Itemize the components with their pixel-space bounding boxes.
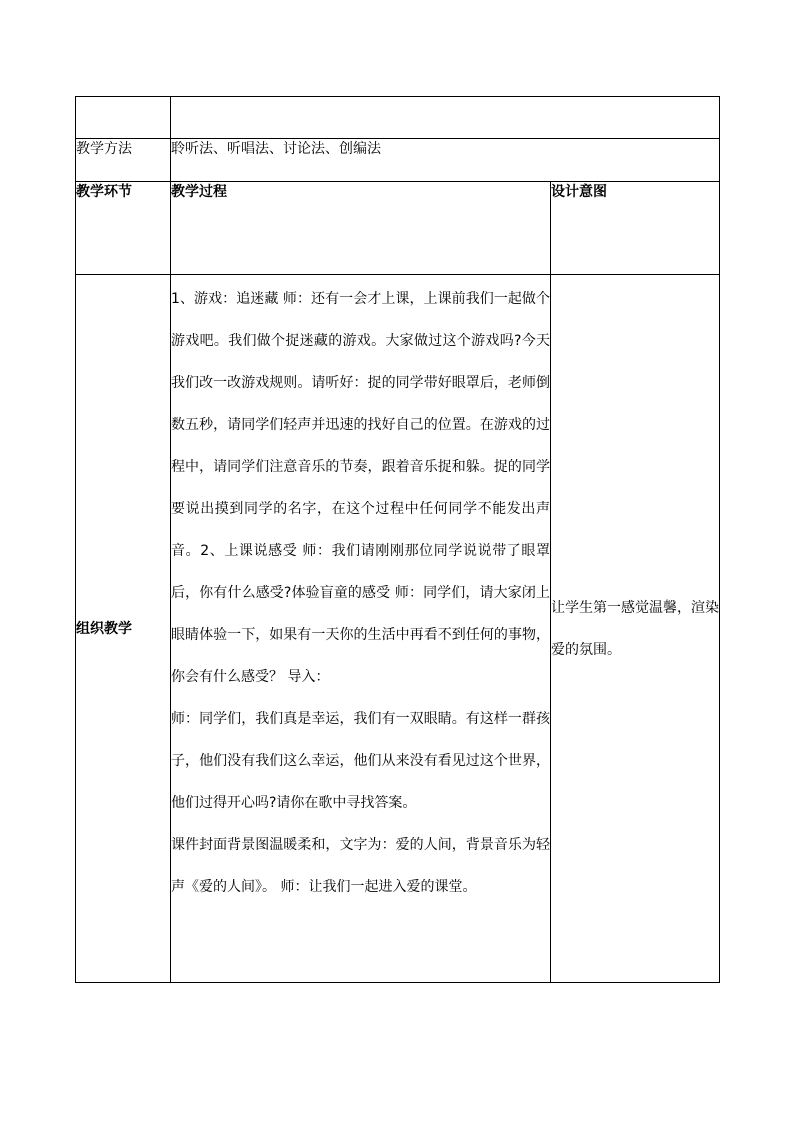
method-value: 聆听法、听唱法、讨论法、创编法 xyxy=(171,139,720,182)
header-stage: 教学环节 xyxy=(76,182,171,275)
header-intent: 设计意图 xyxy=(551,182,720,275)
process-paragraph: 课件封面背景图温暖柔和，文字为：爱的人间，背景音乐为轻声《爱的人间》。 师：让我们一起进入爱的课堂。 xyxy=(171,837,550,895)
intent-text: 让学生第一感觉温馨，渲染爱的氛围。 xyxy=(551,599,719,658)
table-row-method xyxy=(76,139,720,182)
lesson-plan-table xyxy=(75,96,720,983)
blank-cell-right xyxy=(171,97,720,139)
blank-cell-left xyxy=(76,97,171,139)
method-label: 教学方法 xyxy=(76,139,171,182)
stage-cell: 组织教学 xyxy=(76,275,171,983)
header-process: 教学过程 xyxy=(171,182,551,275)
process-cell xyxy=(171,275,551,983)
process-paragraph: 1、游戏：追迷藏 师：还有一会才上课，上课前我们一起做个游戏吧。我们做个捉迷藏的游戏。大家做过这个游戏吗?今天我们改一改游戏规则。请听好：捉的同学带好眼罩后，老师倒数五秒，请同学们轻声并迅速的找好自己的位置。在游戏的过程中，请同学们注意音乐的节奏，跟着音乐捉和躲。捉的同学要说出摸到同学的名字，在这个过程中任何同学不能发出声音。2、上课说感受 师：我们请刚刚那位同学说说带了眼罩后，你有什么感受?体验盲童的感受 师：同学们，请大家闭上眼睛体验一下，如果有一天你的生活中再看不到任何的事物，你会有什么感受？ 导入： xyxy=(171,291,550,685)
process-paragraph: 师：同学们，我们真是幸运，我们有一双眼睛。有这样一群孩子，他们没有我们这么幸运，他们从来没有看见过这个世界，他们过得开心吗?请你在歌中寻找答案。 xyxy=(171,711,550,811)
intent-cell xyxy=(551,275,720,983)
table-row-blank xyxy=(76,97,720,139)
process-text xyxy=(171,275,550,908)
table-row xyxy=(76,275,720,983)
table-header-row xyxy=(76,182,720,275)
